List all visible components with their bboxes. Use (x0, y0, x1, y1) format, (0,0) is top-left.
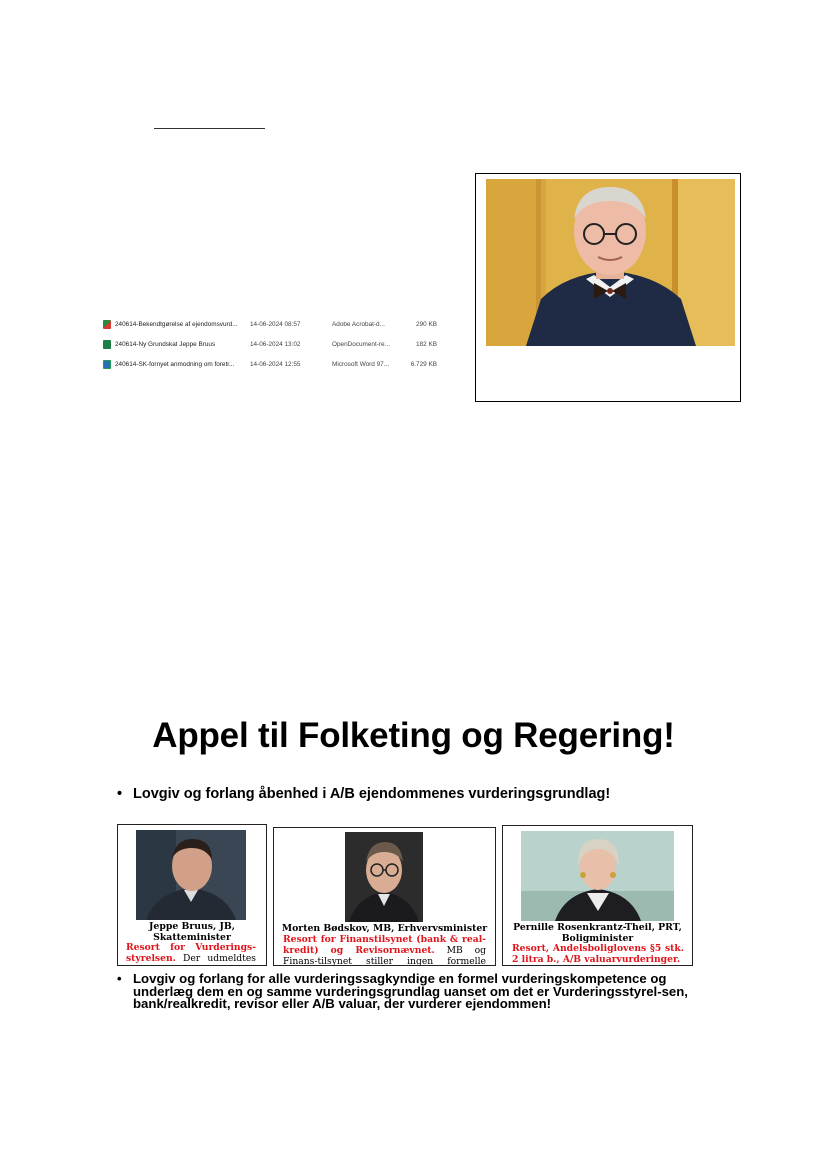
bullet-text: Lovgiv og forlang åbenhed i A/B ejendommenes vurderingsgrundlag! (133, 786, 611, 802)
pdf-file-icon (103, 320, 111, 329)
minister-card-pernille-rosenkrantz-theil (502, 825, 693, 966)
minister-description: Resort for Finanstilsynet (bank & real-kredit) og Revisornævnet. MB og Finans-tilsynet stiller ingen formelle (283, 934, 486, 966)
file-list (103, 319, 448, 379)
minister-description: Resort for Vurderings-styrelsen. Der udmeldtes (126, 942, 256, 964)
minister-name: Morten Bødskov, MB, Erhvervsminister (281, 923, 488, 934)
file-name: 240614-SK-fornyet anmodning om foretr... (115, 361, 235, 368)
odt-file-icon (103, 340, 111, 349)
appeal-headline: Appel til Folketing og Regering! (152, 716, 675, 755)
file-date: 14-06-2024 13:02 (250, 341, 301, 348)
file-row-3[interactable] (103, 359, 448, 379)
bullet-openness (117, 786, 717, 808)
file-date: 14-06-2024 12:55 (250, 361, 301, 368)
file-date: 14-06-2024 08:57 (250, 321, 301, 328)
bullet-symbol: • (117, 971, 122, 986)
minister-description: Resort, Andelsboliglovens §5 stk. 2 litra b., A/B valuarvurderinger. (512, 943, 684, 965)
file-type: OpenDocument-re... (332, 341, 390, 348)
file-size: 290 KB (416, 321, 437, 328)
bullet-symbol: • (117, 786, 123, 802)
top-underline (154, 128, 265, 129)
file-name: 240614-Bekendtgørelse af ejendomsvurd... (115, 321, 238, 328)
portrait-photo (486, 179, 735, 346)
file-size: 182 KB (416, 341, 437, 348)
minister-photo (521, 831, 674, 921)
bullet-competence (117, 973, 722, 1021)
file-type: Adobe Acrobat-d... (332, 321, 385, 328)
minister-card-jeppe-bruus (117, 824, 267, 966)
file-row-1[interactable] (103, 319, 448, 339)
minister-name: Jeppe Bruus, JB, Skatteminister (149, 921, 235, 943)
word-file-icon (103, 360, 111, 369)
minister-photo (345, 832, 423, 922)
portrait-frame (475, 173, 741, 402)
file-type: Microsoft Word 97... (332, 361, 390, 368)
file-row-2[interactable] (103, 339, 448, 359)
minister-name: Pernille Rosenkrantz-Theil, PRT, Boligminister (513, 922, 682, 944)
minister-card-morten-bodskov (273, 827, 496, 966)
file-size: 6.729 KB (410, 361, 437, 368)
bullet-text: Lovgiv og forlang for alle vurderingssagkyndige en formel vurderingskompetence og underlæg dem en og samme vurderingsgrundlag uanset om det er Vurderingsstyrel-sen, bank/realkredit, revisor eller A/B valuar, der vurderer ejendommen! (133, 971, 688, 1011)
file-name: 240614-Ny Grundskat Jeppe Bruus (115, 341, 216, 348)
minister-photo (136, 830, 246, 920)
